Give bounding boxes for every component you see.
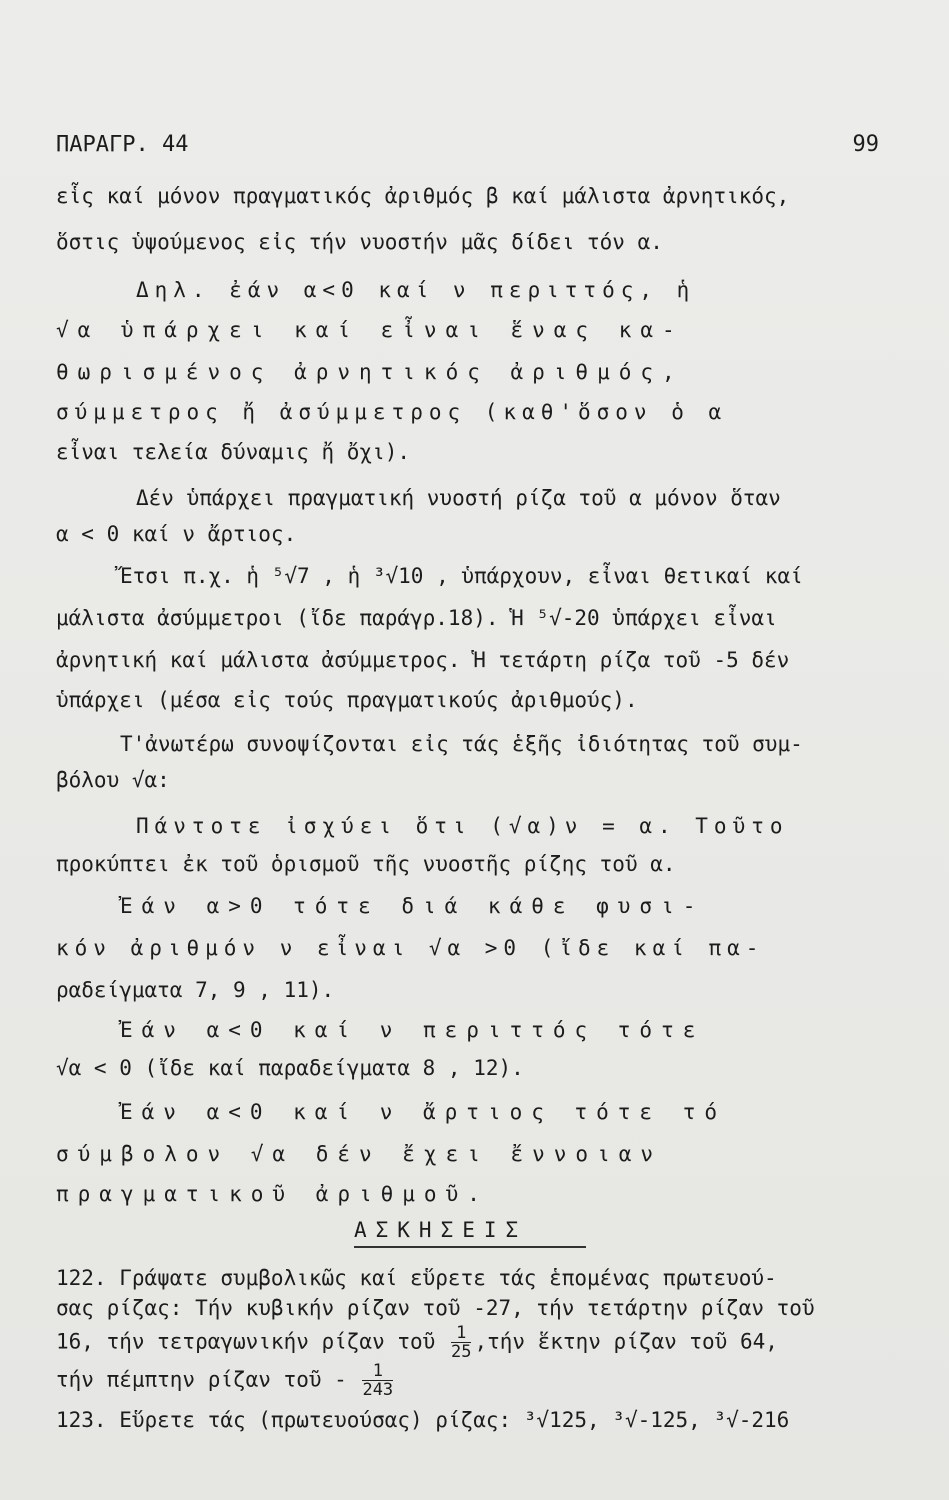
text-line: ὅστις ὑψούμενος εἰς τήν νυοστήν μᾶς δίδει τόν α. [56,230,663,254]
exercise-text: τήν πέμπτην ρίζαν τοῦ - [56,1367,347,1392]
heading-underline [354,1246,586,1248]
exercise-line: 123. Εὕρετε τάς (πρωτευούσας) ρίζας: ³√125, ³√-125, ³√-216 [56,1408,790,1432]
text-line: πραγματικοῦ ἀριθμοῦ. [56,1182,489,1206]
fraction-denominator: 243 [362,1380,394,1400]
exercise-line [56,1362,883,1399]
text-line: √α ὑπάρχει καί εἶναι ἕνας κα- [56,318,684,342]
fraction-numerator: 1 [362,1362,393,1381]
text-line: μάλιστα ἀσύμμετροι (ἴδε παράγρ.18). Ἡ ⁵√-20 ὑπάρχει εἶναι [56,606,777,630]
text-line: ὑπάρχει (μέσα εἰς τούς πραγματικούς ἀριθμούς). [56,688,638,712]
text-line: Ἐάν α<0 καί ν περιττός τότε [120,1018,705,1042]
section-header: ΠΑΡΑΓΡ. 44 [56,132,189,157]
text-line: βόλου √α: [56,768,170,792]
exercise-line [56,1324,883,1361]
exercise-line: 122. Γράψατε συμβολικῶς καί εὕρετε τάς ἑπομένας πρωτευού- [56,1266,777,1290]
text-line: ραδείγματα 7, 9 , 11). [56,978,335,1002]
text-line: Ἐάν α>0 τότε διά κάθε φυσι- [120,894,705,918]
text-line: Δέν ὑπάρχει πραγματική νυοστή ρίζα τοῦ α μόνον ὅταν [136,486,781,510]
page-number: 99 [852,132,879,157]
text-line: Ἐάν α<0 καί ν ἄρτιος τότε τό [120,1100,727,1124]
fraction-1-25 [451,1324,471,1361]
text-line: εἷς καί μόνον πραγματικός ἀριθμός β καί μάλιστα ἀρνητικός, [56,184,790,208]
text-line: θωρισμένος ἀρνητικός ἀριθμός, [56,360,684,384]
text-line: προκύπτει ἐκ τοῦ ὁρισμοῦ τῆς νυοστῆς ρίζης τοῦ α. [56,852,676,876]
exercise-text: ,τήν ἕκτην ρίζαν τοῦ 64, [474,1329,778,1354]
text-line: ἀρνητική καί μάλιστα ἀσύμμετρος. Ἡ τετάρτη ρίζα τοῦ -5 δέν [56,648,790,672]
text-line: σύμμετρος ἤ ἀσύμμετρος (καθ'ὅσον ὁ α [56,400,728,424]
exercise-line: σας ρίζας: Τήν κυβικήν ρίζαν τοῦ -27, τήν τετάρτην ρίζαν τοῦ [56,1296,815,1320]
text-line: εἶναι τελεία δύναμις ἤ ὄχι). [56,440,411,464]
fraction-numerator: 1 [451,1324,471,1343]
text-line: σύμβολον √α δέν ἔχει ἔννοιαν [56,1142,663,1166]
text-line: κόν ἀριθμόν ν εἶναι √α >0 (ἴδε καί πα- [56,936,765,960]
text-line: Τ'ἀνωτέρω συνοψίζονται εἰς τάς ἑξῆς ἰδιότητας τοῦ συμ- [120,732,803,756]
text-line: Δηλ. ἐάν α<0 καί ν περιττός, ἡ [136,278,696,302]
fraction-1-243 [362,1362,393,1399]
exercises-heading: ΑΣΚΗΣΕΙΣ [354,1218,528,1242]
exercise-text: 16, τήν τετραγωνικήν ρίζαν τοῦ [56,1329,436,1354]
text-line: α < 0 καί ν ἄρτιος. [56,522,297,546]
text-line: Πάντοτε ἰσχύει ὅτι (√α)ν = α. Τοῦτο [136,814,789,838]
text-line: √α < 0 (ἴδε καί παραδείγματα 8 , 12). [56,1056,524,1080]
fraction-denominator: 25 [450,1342,472,1362]
text-line: Ἔτσι π.χ. ἡ ⁵√7 , ἡ ³√10 , ὑπάρχουν, εἶναι θετικαί καί [120,564,803,588]
